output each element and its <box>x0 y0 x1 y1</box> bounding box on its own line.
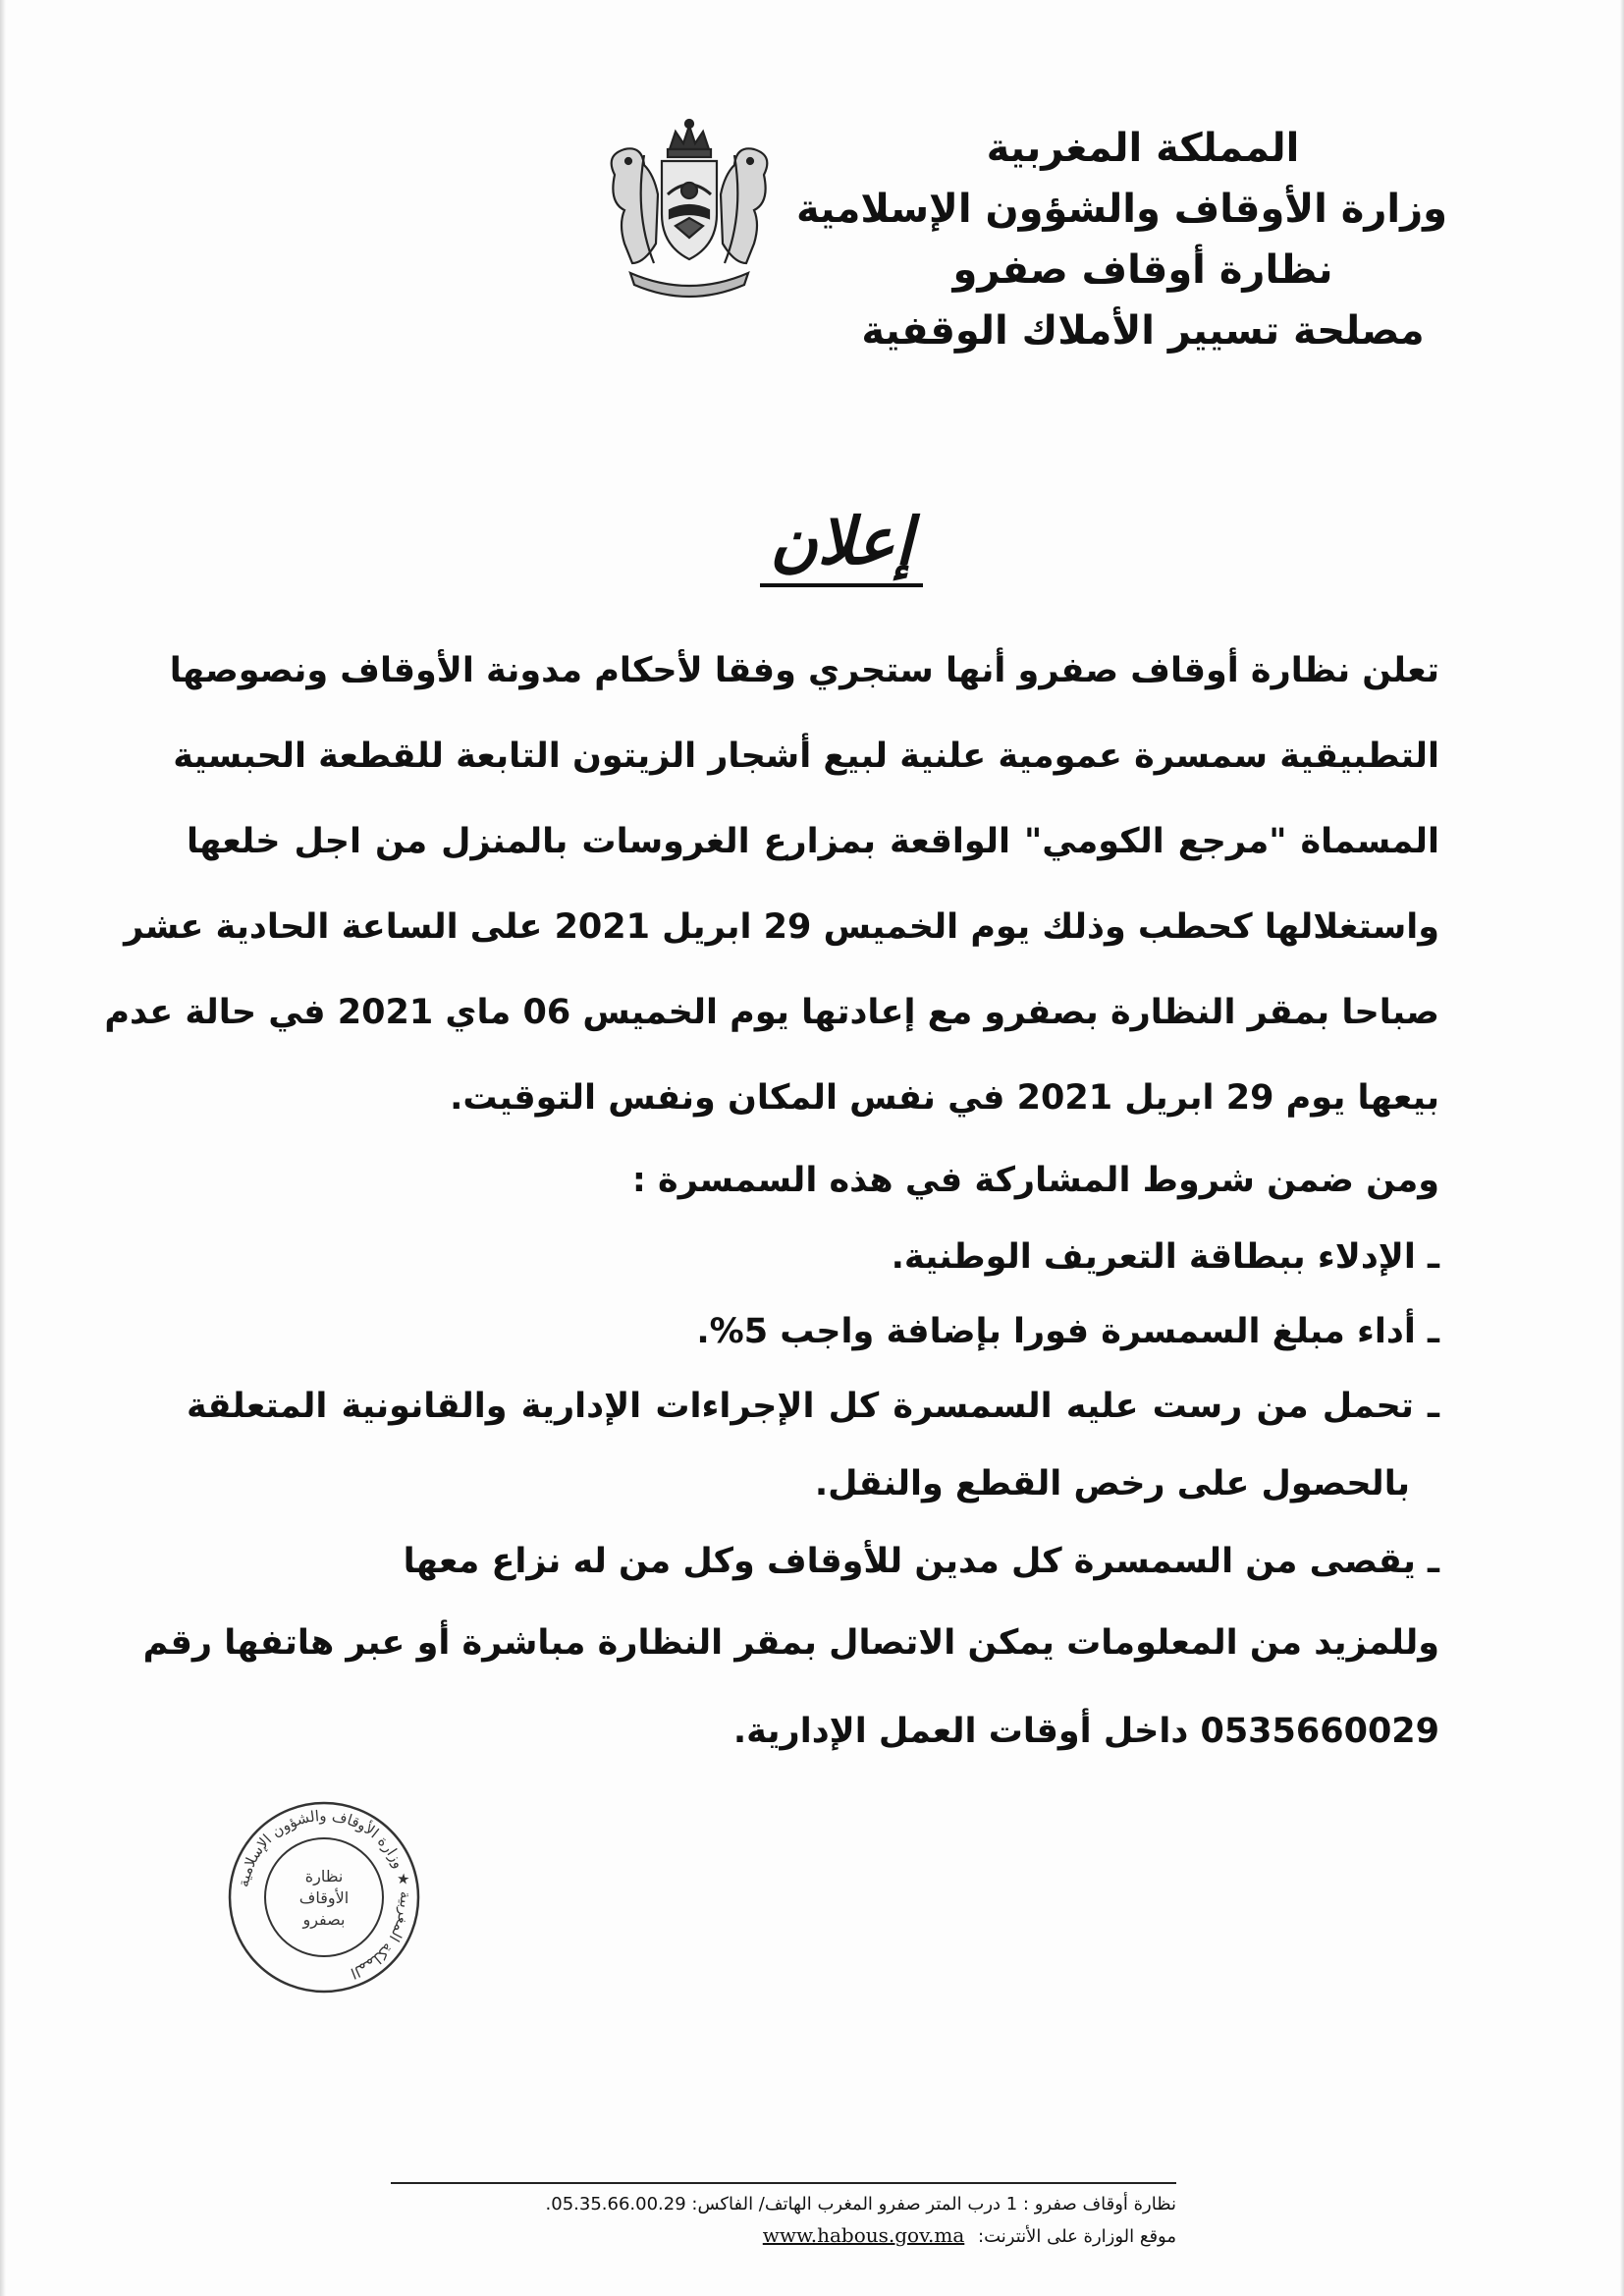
announcement-line: بيعها يوم 29 ابريل 2021 في نفس المكان ونفس التوقيت. <box>450 1078 1439 1118</box>
moroccan-coat-of-arms-icon <box>585 116 793 299</box>
condition-item: ـ تحمل من رست عليه السمسرة كل الإجراءات الإدارية والقانونية المتعلقة <box>187 1387 1439 1426</box>
announcement-line: صباحا بمقر النظارة بصفرو مع إعادتها يوم الخميس 06 ماي 2021 في حالة عدم <box>104 993 1439 1032</box>
condition-item: ـ الإدلاء ببطاقة التعريف الوطنية. <box>891 1237 1439 1277</box>
announcement-line: واستغلالها كحطب وذلك يوم الخميس 29 ابريل 2021 على الساعة الحادية عشر <box>124 907 1439 947</box>
footer-address: نظارة أوقاف صفرو : 1 درب المتر صفرو المغرب الهاتف/ الفاكس: 05.35.66.00.29. <box>545 2194 1176 2214</box>
condition-item-continuation: بالحصول على رخص القطع والنقل. <box>814 1464 1410 1503</box>
header-line-nadhara: نظارة أوقاف صفرو <box>952 247 1333 293</box>
footer-website-label: موقع الوزارة على الأنترنت: <box>978 2226 1176 2247</box>
stamp-outer-text: المملكة المغربية ★ وزارة الأوقاف والشؤون الإسلامية <box>234 1806 415 1983</box>
official-stamp-seal <box>226 1799 422 1995</box>
contact-line: 0535660029 داخل أوقات العمل الإدارية. <box>732 1712 1439 1751</box>
announcement-line: تعلن نظارة أوقاف صفرو أنها ستجري وفقا لأحكام مدونة الأوقاف ونصوصها <box>169 651 1439 690</box>
contact-line: وللمزيد من المعلومات يمكن الاتصال بمقر النظارة مباشرة أو عبر هاتفها رقم <box>142 1623 1439 1663</box>
scan-edge-right <box>1620 0 1624 2296</box>
scan-edge-left <box>0 0 6 2296</box>
header-line-kingdom: المملكة المغربية <box>986 126 1300 171</box>
stamp-inner-line: نظارة <box>304 1867 344 1886</box>
announcement-line: المسماة "مرجع الكومي" الواقعة بمزارع الغروسات بالمنزل من اجل خلعها <box>187 822 1439 861</box>
document-body <box>104 629 1439 1776</box>
header-line-ministry: وزارة الأوقاف والشؤون الإسلامية <box>796 187 1447 232</box>
conditions-heading: ومن ضمن شروط المشاركة في هذه السمسرة : <box>631 1161 1439 1200</box>
announcement-line: التطبيقية سمسرة عمومية علنية لبيع أشجار الزيتون التابعة للقطعة الحبسية <box>173 737 1439 776</box>
condition-item: ـ يقصى من السمسرة كل مدين للأوقاف وكل من له نزاع معها <box>403 1542 1439 1581</box>
condition-item: ـ أداء مبلغ السمسرة فورا بإضافة واجب 5%. <box>696 1312 1439 1351</box>
footer-website-line <box>391 2223 1176 2247</box>
document-title-wrap <box>0 503 1624 587</box>
footer-divider <box>391 2182 1176 2184</box>
footer-website-link[interactable]: www.habous.gov.ma <box>762 2223 965 2247</box>
document-header <box>796 118 1447 361</box>
stamp-inner-line: الأوقاف <box>298 1888 350 1907</box>
announcement-paragraph <box>104 629 1439 1141</box>
header-line-service: مصلحة تسيير الأملاك الوقفية <box>861 308 1425 354</box>
document-title: إعلان <box>760 503 923 587</box>
stamp-inner-line: بصفرو <box>302 1910 346 1929</box>
